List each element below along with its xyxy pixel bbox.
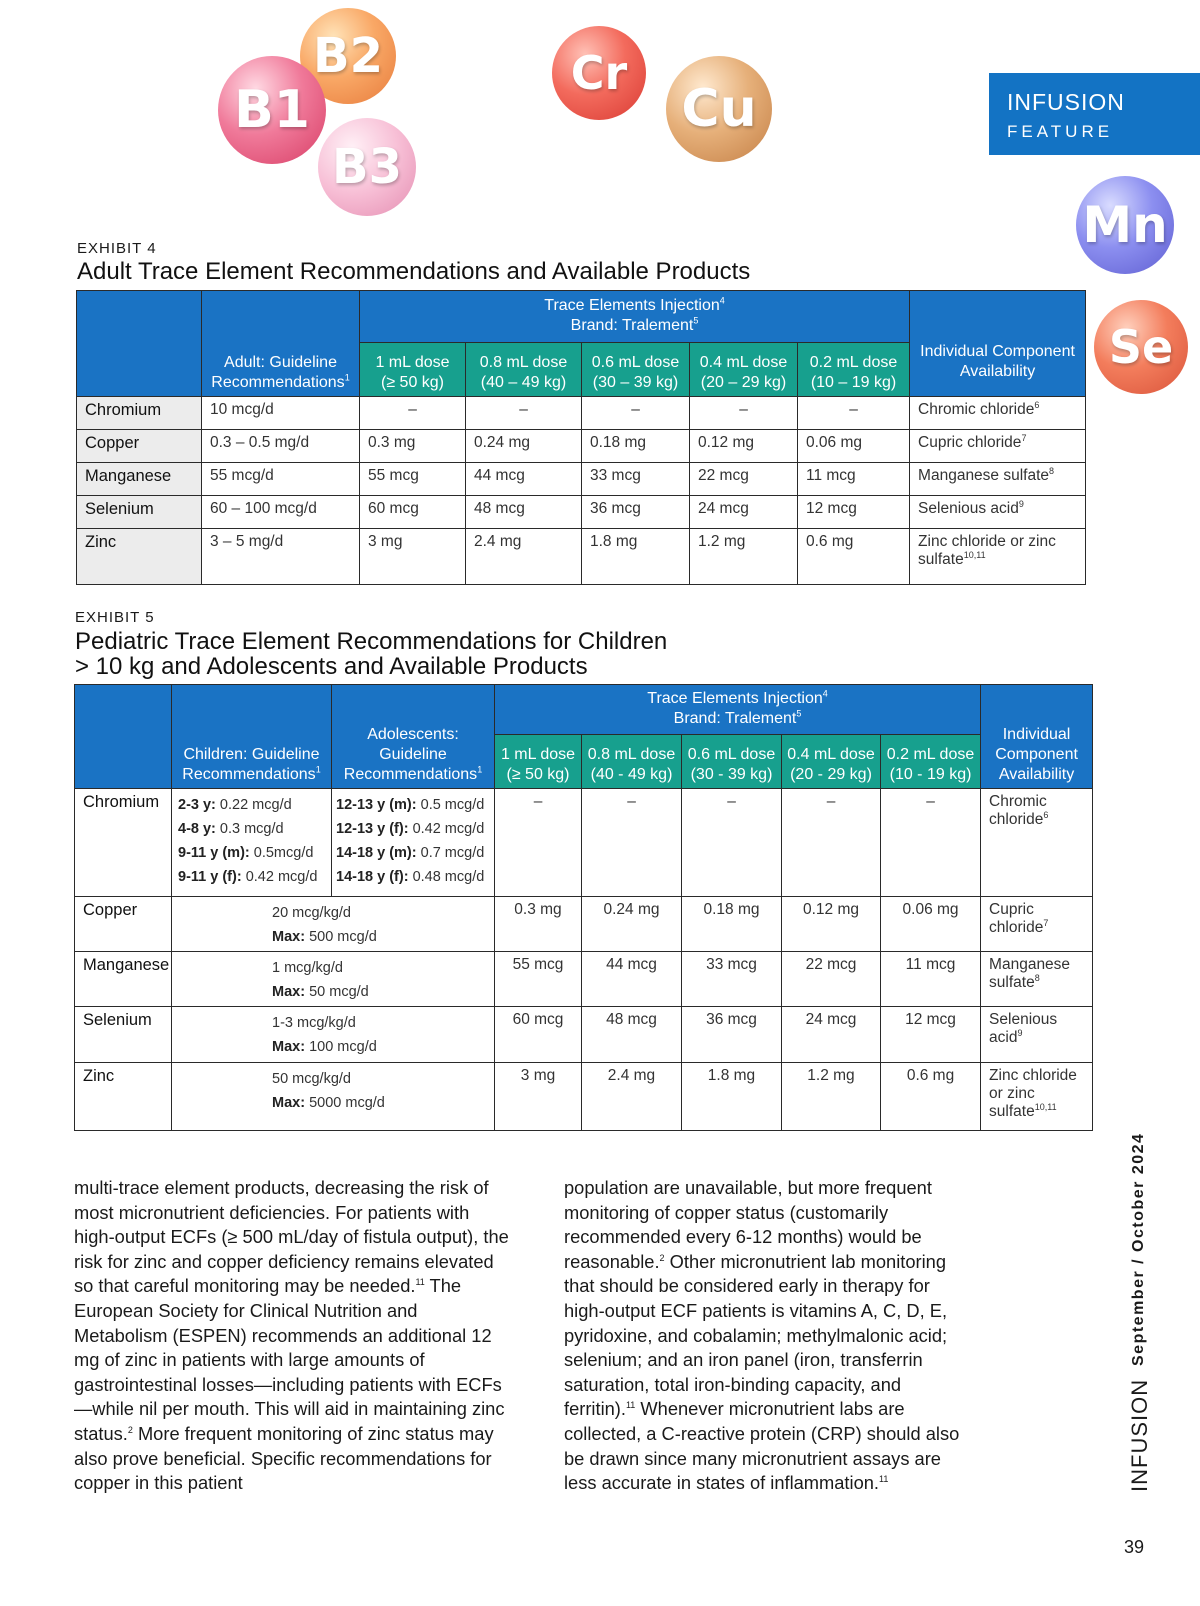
dose-header: 0.2 mL dose (10 - 19 kg) <box>881 735 981 789</box>
availability-cell: Cupric chloride$^7$ <box>981 897 1093 952</box>
infusion-feature-banner <box>989 73 1200 155</box>
side-brand-logo: INFUSION <box>1127 1378 1152 1492</box>
guideline-cell: 0.3 – 0.5 mg/d <box>202 430 360 463</box>
dose-cell: 0.24 mg <box>582 897 682 952</box>
combined-recommendation-cell: 20 mcg/kg/d Max: 500 mcg/d <box>172 897 495 952</box>
dose-cell: 0.18 mg <box>582 430 690 463</box>
combined-recommendation-cell: 1-3 mcg/kg/d Max: 100 mcg/d <box>172 1007 495 1063</box>
children-chromium-cell: 2-3 y: 0.22 mcg/d 4-8 y: 0.3 mcg/d 9-11 y (m): 0.5mcg/d 9-11 y (f): 0.42 mcg/d <box>172 789 332 897</box>
dose-cell: 12 mcg <box>798 496 910 529</box>
availability-cell: Manganese sulfate$^8$ <box>981 952 1093 1007</box>
dose-header: 0.6 mL dose (30 - 39 kg) <box>682 735 782 789</box>
body-text: multi-trace element products, decreasing the risk of most micronutrient deficiencies. For patients with high-output ECFs (≥ 500 mL/day of fistula output), the risk for zinc and copper deficiency remains elevated so that careful monitoring may be needed. <box>74 1177 509 1297</box>
corner-header <box>75 685 172 789</box>
availability-cell: Chromic chloride$^6$ <box>981 789 1093 897</box>
availability-cell: Chromic chloride$^6$ <box>910 397 1086 430</box>
issue-date: September / October 2024 <box>1130 1132 1147 1366</box>
body-column-right <box>564 1176 974 1496</box>
dose-header: 0.6 mL dose (30 – 39 kg) <box>582 343 690 397</box>
table-row <box>77 496 1086 529</box>
dose-cell: 48 mcg <box>466 496 582 529</box>
injection-header: Trace Elements Injection$^4$ Brand: Tralement$^5$ <box>360 291 910 343</box>
exhibit-5-title <box>75 629 667 679</box>
injection-header: Trace Elements Injection$^4$ Brand: Tralement$^5$ <box>495 685 981 735</box>
dose-cell: 0.12 mg <box>690 430 798 463</box>
table-row <box>77 430 1086 463</box>
dose-header: 0.4 mL dose (20 - 29 kg) <box>782 735 881 789</box>
dose-cell: – <box>582 397 690 430</box>
dose-cell: 0.06 mg <box>798 430 910 463</box>
availability-header: Individual Component Availability <box>910 291 1086 397</box>
guideline-cell: 60 – 100 mcg/d <box>202 496 360 529</box>
dose-cell: 1.2 mg <box>690 529 798 585</box>
exhibit-5-title-line: Pediatric Trace Element Recommendations for Children <box>75 628 668 655</box>
dose-cell: 44 mcg <box>466 463 582 496</box>
dose-cell: 0.12 mg <box>782 897 881 952</box>
dose-cell: 0.6 mg <box>881 1063 981 1131</box>
availability-header: Individual Component Availability <box>981 685 1093 789</box>
guideline-cell: 10 mcg/d <box>202 397 360 430</box>
adult-trace-element-table <box>76 290 1086 585</box>
vitamin-b3-ball <box>318 118 416 216</box>
dose-cell: 1.8 mg <box>582 529 690 585</box>
combined-recommendation-cell: 1 mcg/kg/d Max: 50 mcg/d <box>172 952 495 1007</box>
element-label: Chromium <box>75 789 172 897</box>
manganese-ball <box>1076 176 1174 274</box>
dose-cell: 0.06 mg <box>881 897 981 952</box>
guideline-header: Adult: Guideline Recommendations$^1$ <box>202 291 360 397</box>
dose-cell: 11 mcg <box>881 952 981 1007</box>
dose-cell: – <box>881 789 981 897</box>
citation: 11 <box>879 1474 889 1485</box>
dose-cell: 0.3 mg <box>495 897 582 952</box>
dose-header: 0.8 mL dose (40 - 49 kg) <box>582 735 682 789</box>
exhibit-5-title-line: > 10 kg and Adolescents and Available Products <box>75 653 588 680</box>
corner-header <box>77 291 202 397</box>
dose-cell: – <box>466 397 582 430</box>
dose-cell: 24 mcg <box>782 1007 881 1063</box>
dose-cell: 55 mcg <box>495 952 582 1007</box>
body-text: Whenever micronutrient labs are collected, a C-reactive protein (CRP) should also be drawn since many micronutrient assays are less accurate in states of inflammation. <box>564 1398 960 1494</box>
body-text: More frequent monitoring of zinc status may also prove beneficial. Specific recommendations for copper in this patient <box>74 1422 494 1494</box>
dose-cell: 48 mcg <box>582 1007 682 1063</box>
table-row <box>75 1063 1093 1131</box>
citation: 2 <box>659 1252 665 1263</box>
guideline-cell: 55 mcg/d <box>202 463 360 496</box>
ball-label: B1 <box>234 80 310 140</box>
ball-label: B2 <box>313 28 383 84</box>
dose-cell: – <box>690 397 798 430</box>
dose-cell: 60 mcg <box>495 1007 582 1063</box>
dose-cell: 2.4 mg <box>582 1063 682 1131</box>
brand-section: FEATURE <box>1007 122 1114 141</box>
dose-cell: 22 mcg <box>782 952 881 1007</box>
dose-cell: 2.4 mg <box>466 529 582 585</box>
pediatric-trace-element-table <box>74 684 1093 1131</box>
element-label: Zinc <box>75 1063 172 1131</box>
vitamin-b1-ball <box>218 56 326 164</box>
dose-cell: 11 mcg <box>798 463 910 496</box>
dose-cell: 12 mcg <box>881 1007 981 1063</box>
dose-cell: 24 mcg <box>690 496 798 529</box>
body-column-left <box>74 1176 514 1496</box>
combined-recommendation-cell: 50 mcg/kg/d Max: 5000 mcg/d <box>172 1063 495 1131</box>
dose-header: 1 mL dose (≥ 50 kg) <box>360 343 466 397</box>
ball-label: B3 <box>332 139 402 195</box>
citation: 11 <box>625 1400 636 1411</box>
dose-cell: 0.6 mg <box>798 529 910 585</box>
dose-cell: – <box>782 789 881 897</box>
children-header: Children: Guideline Recommendations$^1$ <box>172 685 332 789</box>
dose-cell: – <box>682 789 782 897</box>
table-row <box>75 1007 1093 1063</box>
adolescents-header: Adolescents: Guideline Recommendations$^1$ <box>332 685 495 789</box>
ball-label: Cu <box>681 79 757 139</box>
element-label: Copper <box>77 430 202 463</box>
citation: 2 <box>127 1424 133 1435</box>
element-label: Zinc <box>77 529 202 585</box>
dose-header: 0.4 mL dose (20 – 29 kg) <box>690 343 798 397</box>
availability-cell: Selenious acid$^9$ <box>910 496 1086 529</box>
dose-cell: 36 mcg <box>582 496 690 529</box>
element-label: Manganese <box>77 463 202 496</box>
citation: 11 <box>415 1277 425 1288</box>
ball-label: Mn <box>1082 196 1168 254</box>
dose-cell: 1.8 mg <box>682 1063 782 1131</box>
dose-cell: 33 mcg <box>582 463 690 496</box>
dose-cell: 33 mcg <box>682 952 782 1007</box>
dose-cell: 44 mcg <box>582 952 682 1007</box>
element-label: Chromium <box>77 397 202 430</box>
page-number: 39 <box>1124 1537 1145 1557</box>
dose-cell: 3 mg <box>360 529 466 585</box>
ball-label: Cr <box>570 46 628 100</box>
availability-cell: Zinc chloride or zinc sulfate$^{10,11}$ <box>981 1063 1093 1131</box>
availability-cell: Zinc chloride or zinc sulfate$^{10,11}$ <box>910 529 1086 585</box>
dose-cell: 55 mcg <box>360 463 466 496</box>
adolescents-chromium-cell: 12-13 y (m): 0.5 mcg/d 12-13 y (f): 0.42 mcg/d 14-18 y (m): 0.7 mcg/d 14-18 y (f): 0.48 mcg/d <box>332 789 495 897</box>
dose-cell: 1.2 mg <box>782 1063 881 1131</box>
dose-cell: 0.18 mg <box>682 897 782 952</box>
dose-cell: 36 mcg <box>682 1007 782 1063</box>
dose-cell: 0.24 mg <box>466 430 582 463</box>
table-row <box>75 897 1093 952</box>
element-label: Selenium <box>75 1007 172 1063</box>
availability-cell: Selenious acid$^9$ <box>981 1007 1093 1063</box>
availability-cell: Cupric chloride$^7$ <box>910 430 1086 463</box>
body-text: population are unavailable, but more frequent monitoring of copper status (customarily recommended every 6-12 months) would be reasonable. <box>564 1177 932 1272</box>
element-label: Manganese <box>75 952 172 1007</box>
dose-cell: 60 mcg <box>360 496 466 529</box>
table-row <box>75 789 1093 897</box>
exhibit-5-label: EXHIBIT 5 <box>75 609 155 626</box>
element-label: Copper <box>75 897 172 952</box>
exhibit-4-label: EXHIBIT 4 <box>77 240 157 257</box>
copper-ball <box>666 56 772 162</box>
body-text: The European Society for Clinical Nutrition and Metabolism (ESPEN) recommends an additional 12 mg of zinc in patients with large amounts of gastrointestinal losses—including patients with ECFs—while nil per mouth. This will aid in maintaining zinc status. <box>74 1275 505 1444</box>
table-row <box>77 529 1086 585</box>
exhibit-4-title: Adult Trace Element Recommendations and Available Products <box>77 258 751 285</box>
brand-logo: INFUSION <box>1007 89 1125 115</box>
dose-header: 1 mL dose (≥ 50 kg) <box>495 735 582 789</box>
table-row <box>77 463 1086 496</box>
guideline-cell: 3 – 5 mg/d <box>202 529 360 585</box>
element-label: Selenium <box>77 496 202 529</box>
dose-header: 0.8 mL dose (40 – 49 kg) <box>466 343 582 397</box>
ball-label: Se <box>1108 320 1174 374</box>
dose-header: 0.2 mL dose (10 – 19 kg) <box>798 343 910 397</box>
table-row <box>77 397 1086 430</box>
dose-cell: – <box>360 397 466 430</box>
body-text: Other micronutrient lab monitoring that should be considered early in therapy for high-output ECF patients is vitamins A, C, D, E, pyridoxine, and cobalamin; methylmalonic acid; selenium; and an iron panel (iron, transferrin saturation, total iron-binding capacity, and ferritin). <box>564 1250 948 1420</box>
dose-cell: – <box>495 789 582 897</box>
dose-cell: – <box>798 397 910 430</box>
chromium-ball <box>552 26 646 120</box>
dose-cell: 22 mcg <box>690 463 798 496</box>
selenium-ball <box>1094 300 1188 394</box>
table-row <box>75 952 1093 1007</box>
dose-cell: 3 mg <box>495 1063 582 1131</box>
dose-cell: – <box>582 789 682 897</box>
availability-cell: Manganese sulfate$^8$ <box>910 463 1086 496</box>
dose-cell: 0.3 mg <box>360 430 466 463</box>
